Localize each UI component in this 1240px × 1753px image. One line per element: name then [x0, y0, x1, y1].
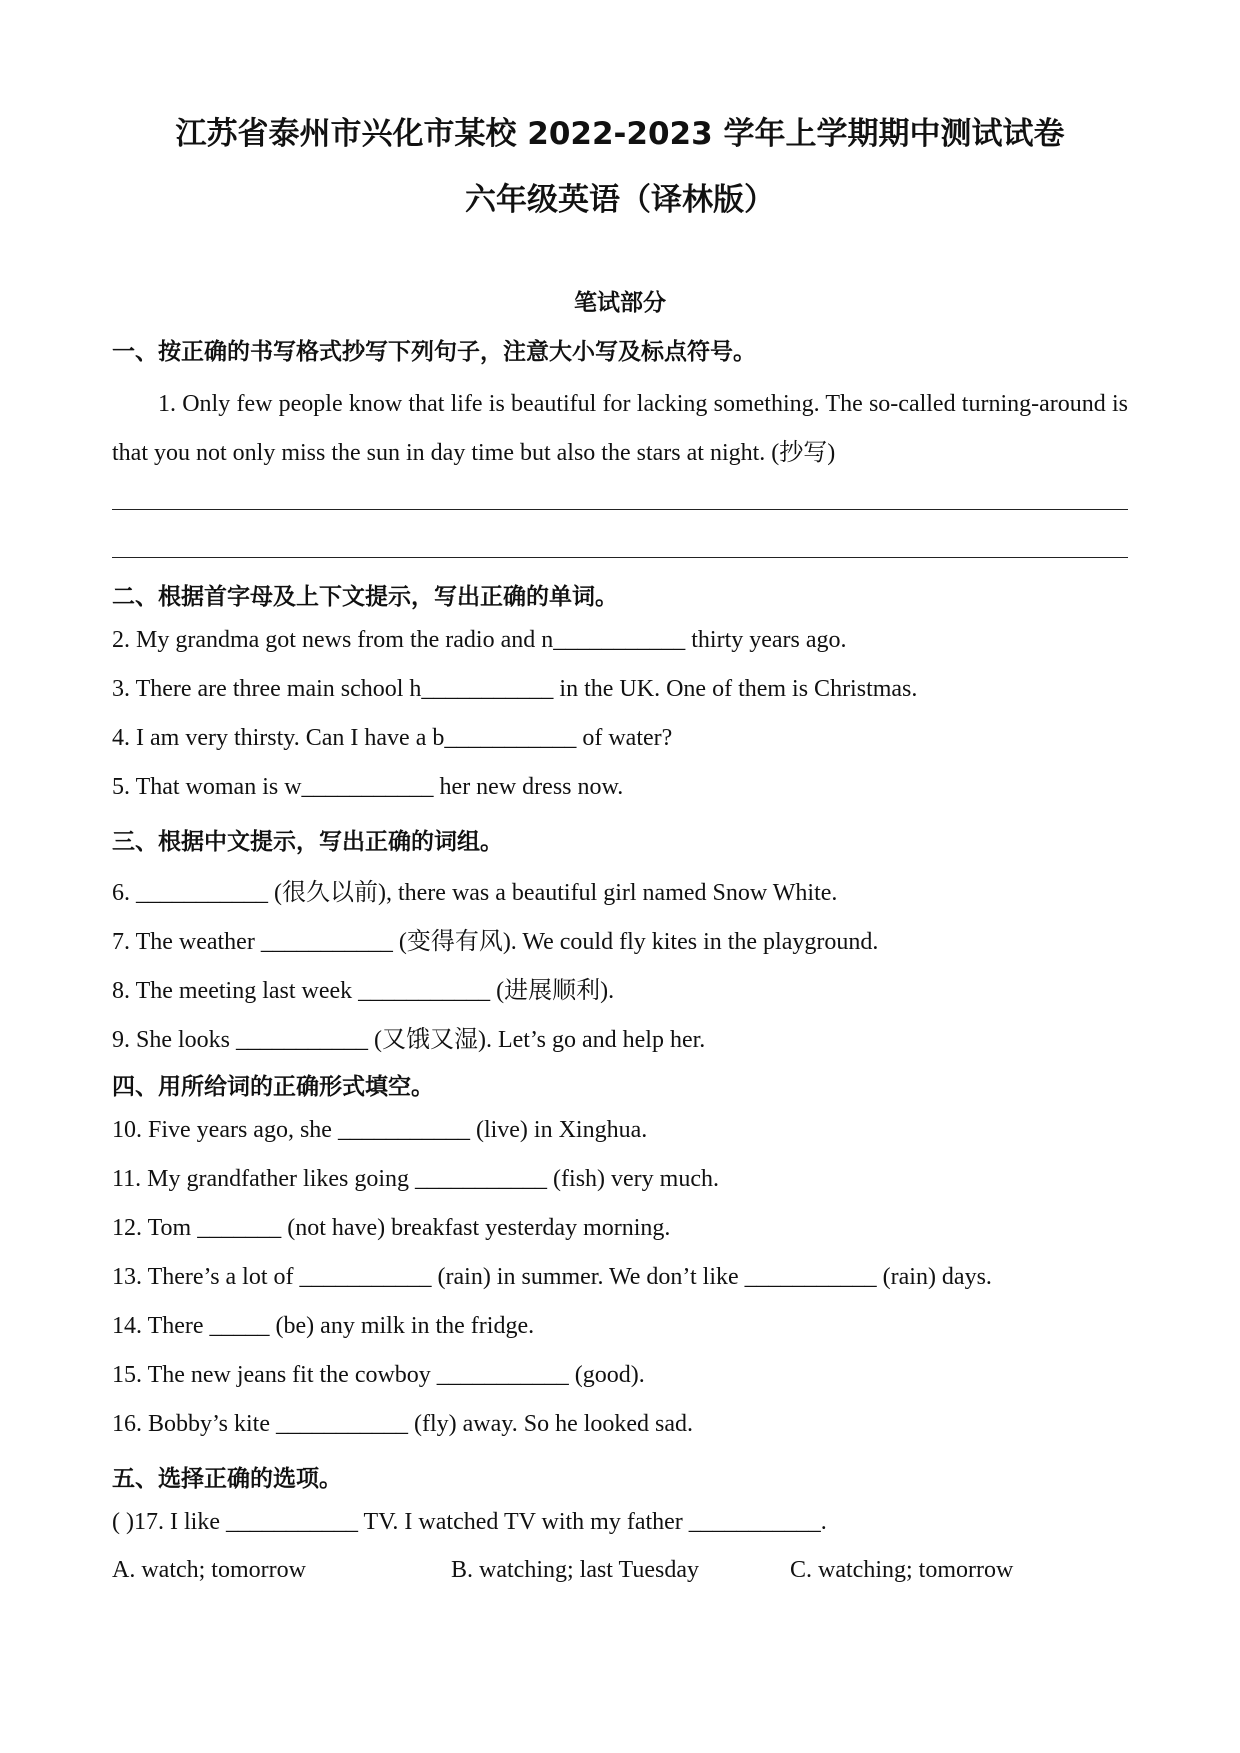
question-14: 14. There _____ (be) any milk in the fridge.	[112, 1313, 535, 1339]
question-7: 7. The weather ___________ (变得有风). We could fly kites in the playground.	[112, 929, 879, 955]
answer-line-1[interactable]	[112, 509, 1128, 510]
option-b: B. watching; last Tuesday	[451, 1557, 700, 1583]
section-2-heading: 二、根据首字母及上下文提示，写出正确的单词。	[112, 584, 618, 610]
option-a: A. watch; tomorrow	[112, 1557, 306, 1583]
section-1-heading: 一、按正确的书写格式抄写下列句子，注意大小写及标点符号。	[112, 339, 756, 365]
question-9: 9. She looks ___________ (又饿又湿). Let’s go and help her.	[112, 1027, 706, 1053]
question-6: 6. ___________ (很久以前), there was a beautiful girl named Snow White.	[112, 880, 838, 906]
answer-line-2[interactable]	[112, 557, 1128, 558]
question-17: ( )17. I like ___________ TV. I watched TV with my father ___________.	[112, 1509, 827, 1535]
question-13: 13. There’s a lot of ___________ (rain) in summer. We don’t like ___________ (rain) days.	[112, 1264, 992, 1290]
question-10: 10. Five years ago, she ___________ (live) in Xinghua.	[112, 1117, 648, 1143]
section-5-heading: 五、选择正确的选项。	[112, 1466, 342, 1492]
question-15: 15. The new jeans fit the cowboy ___________ (good).	[112, 1362, 645, 1388]
section-3-heading: 三、根据中文提示，写出正确的词组。	[112, 829, 503, 855]
question-1-text: 1. Only few people know that life is beautiful for lacking something. The so-called turning-around is that you not only miss the sun in day time but also the stars at night. (抄写)	[112, 391, 1128, 466]
question-16: 16. Bobby’s kite ___________ (fly) away. So he looked sad.	[112, 1411, 694, 1437]
question-8: 8. The meeting last week ___________ (进展顺利).	[112, 978, 615, 1004]
part-heading: 笔试部分	[574, 290, 666, 316]
section-4-heading: 四、用所给词的正确形式填空。	[112, 1074, 434, 1100]
question-11: 11. My grandfather likes going ___________ (fish) very much.	[112, 1166, 719, 1192]
question-12: 12. Tom _______ (not have) breakfast yesterday morning.	[112, 1215, 671, 1241]
question-5: 5. That woman is w___________ her new dress now.	[112, 774, 624, 800]
option-c: C. watching; tomorrow	[790, 1557, 1014, 1583]
exam-subtitle: 六年级英语（译林版）	[465, 182, 775, 218]
question-2: 2. My grandma got news from the radio and n___________ thirty years ago.	[112, 627, 847, 653]
exam-title: 江苏省泰州市兴化市某校 2022-2023 学年上学期期中测试试卷	[175, 116, 1065, 152]
question-4: 4. I am very thirsty. Can I have a b___________ of water?	[112, 725, 673, 751]
question-3: 3. There are three main school h___________ in the UK. One of them is Christmas.	[112, 676, 918, 702]
